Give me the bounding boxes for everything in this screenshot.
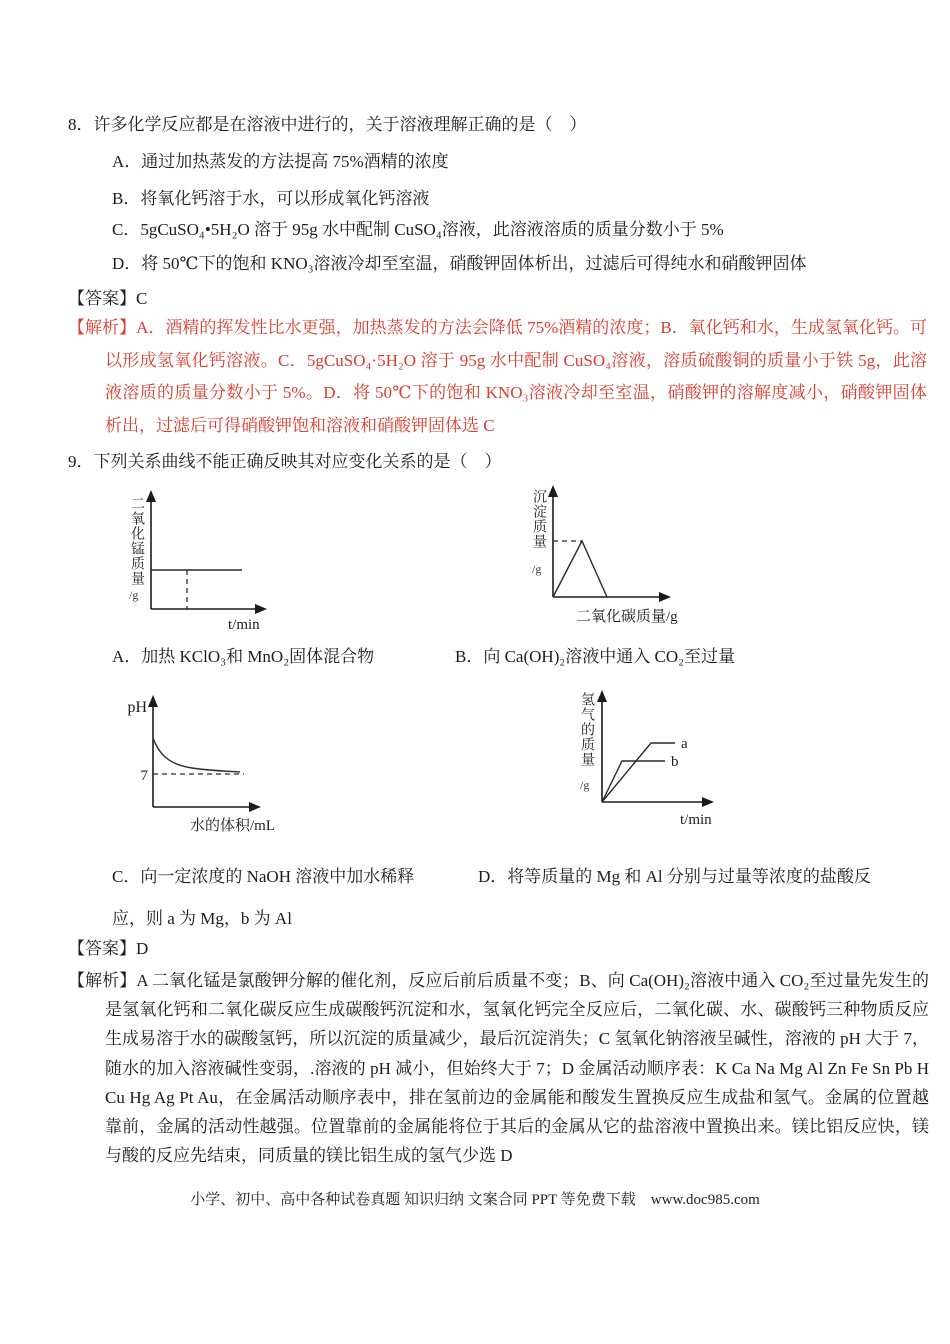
chart-a-plot [142,488,290,640]
chart-b-y-axis-label: 沉淀质量 [531,489,546,549]
chart-d-y-axis-arrow [597,690,607,702]
q9-option-b: B．向 Ca(OH)₂溶液中通入 CO₂至过量 [455,647,736,666]
chart-c-x-axis-arrow [249,802,261,812]
question-8-stem: 8．许多化学反应都是在溶液中进行的，关于溶液理解正确的是（ ） [68,115,587,134]
chart-a-x-axis-arrow [255,604,267,614]
chart-a-y-axis-unit: /g [129,588,139,602]
chart-b-plot [548,483,713,608]
chart-b-precipitate-curve [553,541,607,597]
chart-d-line-a-label: a [681,736,688,752]
chart-b-x-axis-arrow [659,592,671,602]
chart-b-y-axis-arrow [548,485,558,497]
chart-d-plot [595,688,730,838]
chart-a-x-axis-label: t/min [228,617,260,633]
q9-option-d-continued: 应，则 a 为 Mg，b 为 Al [112,909,292,928]
chart-a [118,488,290,640]
chart-d-x-axis-arrow [702,797,714,807]
q8-option-c: C．5gCuSO₄•5H₂O 溶于 95g 水中配制 CuSO₄溶液，此溶液溶质的质量分数小于 5% [112,220,724,239]
chart-d [575,688,730,838]
chart-c [120,695,315,840]
chart-c-ph7-tick: 7 [140,768,148,784]
q9-option-c: C．向一定浓度的 NaOH 溶液中加水稀释 [112,867,415,886]
chart-c-ph-curve [153,738,240,772]
chart-c-y-axis-arrow [148,695,158,707]
q8-option-a: A．通过加热蒸发的方法提高 75%酒精的浓度 [112,152,449,171]
chart-d-line-a [602,743,675,802]
chart-a-y-axis-arrow [146,490,156,502]
q8-option-d: D．将 50℃下的饱和 KNO₃溶液冷却至室温，硝酸钾固体析出，过滤后可得纯水和硝酸钾固体 [112,254,807,273]
chart-d-y-axis-label: 氢气的质量 [579,692,594,767]
chart-d-line-b-label: b [671,754,679,770]
chart-b-y-axis-unit: /g [532,562,542,576]
chart-a-y-axis-label: 二氧化锰质量 [129,496,144,586]
chart-c-x-axis-label: 水的体积/mL [190,818,275,834]
page-footer: 小学、初中、高中各种试卷真题 知识归纳 文案合同 PPT 等免费下载 www.doc985.com [190,1192,760,1208]
q8-option-b: B．将氧化钙溶于水，可以形成氧化钙溶液 [112,189,430,208]
chart-c-y-axis-label: pH [127,699,147,716]
chart-d-x-axis-label: t/min [680,812,712,828]
q9-option-a: A．加热 KClO₃和 MnO₂固体混合物 [112,647,375,666]
chart-d-line-b [602,761,665,802]
question-9-stem: 9．下列关系曲线不能正确反映其对应变化关系的是（ ） [68,452,502,471]
chart-b [528,483,713,643]
q8-answer: 【答案】C [68,289,148,308]
q9-option-d: D．将等质量的 Mg 和 Al 分别与过量等浓度的盐酸反 [478,867,871,886]
chart-d-y-axis-unit: /g [580,778,590,792]
q9-analysis: 【解析】A 二氧化锰是氯酸钾分解的催化剂，反应后前后质量不变；B、向 Ca(OH)₂溶液中通入 CO₂至过量先发生的是氢氧化钙和二氧化碳反应生成碳酸钙沉淀和水，氢氧化钙完全反应后，二氧化碳、水、碳酸钙三种物质反应生成易溶于水的碳酸氢钙，所以沉淀的质量减少，最后沉淀消失；C 氢氧化钠溶液呈碱性，溶液的 pH 大于 7，随水的加入溶液碱性变弱，.溶液的 pH 减小，但始终大于 7；D 金属活动顺序表：K Ca Na Mg Al Zn Fe Sn Pb H Cu Hg Ag Pt Au，在金属活动顺序表中，排在氢前边的金属能和酸发生置换反应生成盐和氢气。金属的位置越靠前，金属的活动性越强。位置靠前的金属能将位于其后的金属从它的盐溶液中置换出来。镁比铝反应快，镁与酸的反应先结束，同质量的镁比铝生成的氢气少选 D [68,971,929,1166]
q9-answer: 【答案】D [68,939,149,958]
chart-b-x-axis-label: 二氧化碳质量/g [576,609,678,625]
q8-analysis: 【解析】A．酒精的挥发性比水更强，加热蒸发的方法会降低 75%酒精的浓度；B．氧化钙和水，生成氢氧化钙。可以形成氢氧化钙溶液。C．5gCuSO₄·5H₂O 溶于 95g 水中配制 CuSO₄溶液，溶质硫酸铜的质量小于铁 5g，此溶液溶质的质量分数小于 5%。D．将 50℃下的饱和 KNO₃溶液冷却至室温，硝酸钾的溶解度减小，硝酸钾固体析出，过滤后可得硝酸钾饱和溶液和硝酸钾固体选 C [68,318,927,435]
